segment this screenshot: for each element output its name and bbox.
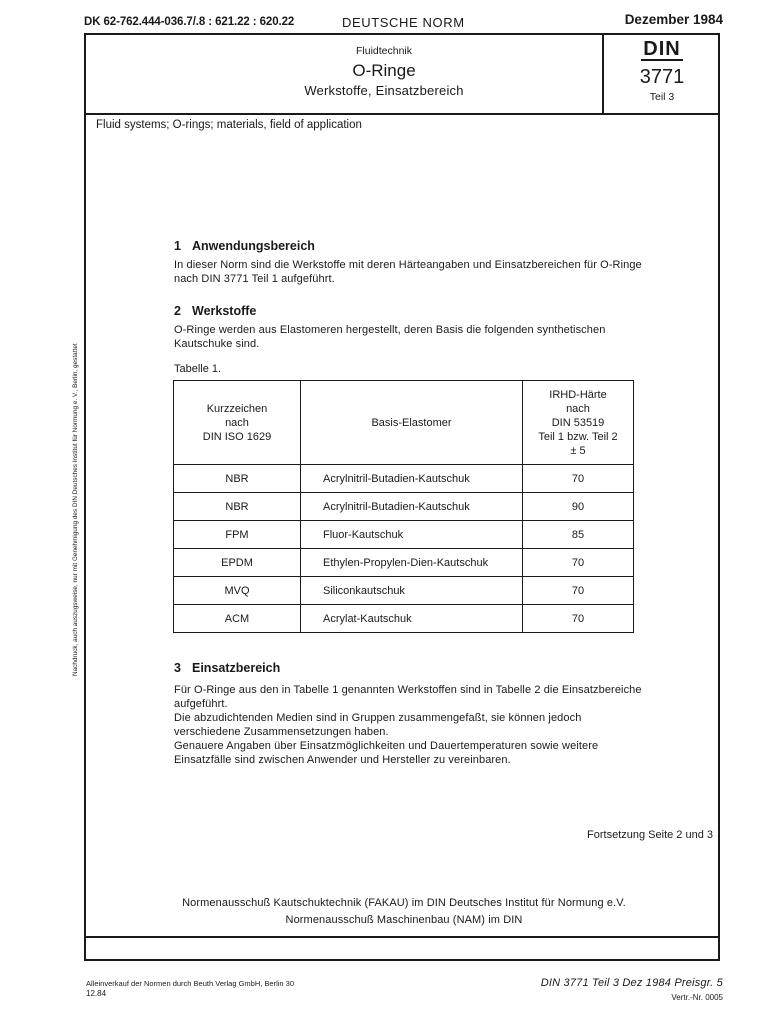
section-2-text: O-Ringe werden aus Elastomeren hergestellt, deren Basis die folgenden synthetischen Kautschuke sind. <box>174 324 606 350</box>
cell-abbreviation: FPM <box>174 521 301 549</box>
section-title: Werkstoffe <box>192 304 257 318</box>
materials-table <box>173 380 634 633</box>
section-3-paragraph: Die abzudichtenden Medien sind in Gruppen zusammengefaßt, sie können jedoch verschiedene Zusammensetzungen haben. <box>174 712 582 738</box>
table-row <box>174 549 634 577</box>
section-3-paragraph: Für O-Ringe aus den in Tabelle 1 genannten Werkstoffen sind in Tabelle 2 die Einsatzbereiche aufgeführt. <box>174 684 642 710</box>
table-row <box>174 521 634 549</box>
din-number: 3771 <box>639 66 685 88</box>
committee-line-2: Normenausschuß Maschinenbau (NAM) im DIN <box>285 914 523 926</box>
issue-code: 12.84 <box>86 989 107 998</box>
section-2-heading <box>174 304 256 318</box>
section-3-text <box>174 683 646 767</box>
cell-abbreviation: EPDM <box>174 549 301 577</box>
page-title: O-Ringe <box>352 61 416 80</box>
header-abbreviation: Kurzzeichen nach DIN ISO 1629 <box>174 381 301 465</box>
cell-hardness: 70 <box>523 605 634 633</box>
din-logo-mark: DIN <box>643 38 681 60</box>
table-row <box>174 465 634 493</box>
section-title: Anwendungsbereich <box>192 239 315 253</box>
cell-hardness: 90 <box>523 493 634 521</box>
cell-abbreviation: NBR <box>174 465 301 493</box>
table-row <box>174 577 634 605</box>
table-row <box>174 493 634 521</box>
cell-base-elastomer: Ethylen-Propylen-Dien-Kautschuk <box>301 549 523 577</box>
table-caption: Tabelle 1. <box>174 363 222 375</box>
cell-base-elastomer: Acrylnitril-Butadien-Kautschuk <box>301 493 523 521</box>
reprint-notice: Nachdruck, auch auszugsweise, nur mit Genehmigung des DIN Deutsches Institut für Normung e. V., Berlin, gestattet <box>72 343 79 676</box>
section-3-paragraph: Genauere Angaben über Einsatzmöglichkeiten und Dauertemperaturen sowie weitere Einsatzfälle sind zwischen Anwender und Hersteller zu vereinbaren. <box>174 740 599 766</box>
header-hardness: IRHD-Härte nach DIN 53519 Teil 1 bzw. Teil 2 ± 5 <box>523 381 634 465</box>
section-title: Einsatzbereich <box>192 661 281 675</box>
cell-hardness: 70 <box>523 577 634 605</box>
table-row <box>174 605 634 633</box>
cell-base-elastomer: Siliconkautschuk <box>301 577 523 605</box>
section-number: 1 <box>174 239 181 253</box>
section-1-heading <box>174 239 315 253</box>
issue-date: Dezember 1984 <box>624 12 723 27</box>
section-1-text: In dieser Norm sind die Werkstoffe mit deren Härteangaben und Einsatzbereichen für O-Ringe nach DIN 3771 Teil 1 aufgeführt. <box>174 259 642 285</box>
cell-base-elastomer: Acrylat-Kautschuk <box>301 605 523 633</box>
section-3-heading <box>174 661 280 675</box>
sales-note: Alleinverkauf der Normen durch Beuth Verlag GmbH, Berlin 30 <box>86 979 295 988</box>
subject-label: Fluidtechnik <box>355 45 413 57</box>
english-title: Fluid systems; O-rings; materials, field of application <box>96 119 362 131</box>
table-header-row <box>174 381 634 465</box>
dk-classification: DK 62-762.444-036.7/.8 : 621.22 : 620.22 <box>84 16 295 28</box>
cell-abbreviation: MVQ <box>174 577 301 605</box>
cell-hardness: 85 <box>523 521 634 549</box>
header-divider <box>84 113 720 115</box>
din-logo <box>604 40 720 61</box>
header-base-elastomer: Basis-Elastomer <box>301 381 523 465</box>
cell-abbreviation: ACM <box>174 605 301 633</box>
section-number: 2 <box>174 304 181 318</box>
page-subtitle: Werkstoffe, Einsatzbereich <box>304 83 464 98</box>
norm-label: DEUTSCHE NORM <box>342 15 465 30</box>
din-part: Teil 3 <box>649 91 675 103</box>
cell-hardness: 70 <box>523 465 634 493</box>
document-reference: DIN 3771 Teil 3 Dez 1984 Preisgr. 5 <box>540 977 723 989</box>
cell-hardness: 70 <box>523 549 634 577</box>
cell-abbreviation: NBR <box>174 493 301 521</box>
sales-number: Vertr.-Nr. 0005 <box>671 993 723 1002</box>
cell-base-elastomer: Fluor-Kautschuk <box>301 521 523 549</box>
committee-line-1: Normenausschuß Kautschuktechnik (FAKAU) im DIN Deutsches Institut für Normung e.V. <box>182 897 626 909</box>
footer-divider <box>84 936 720 938</box>
continuation-note: Fortsetzung Seite 2 und 3 <box>587 829 713 841</box>
cell-base-elastomer: Acrylnitril-Butadien-Kautschuk <box>301 465 523 493</box>
section-number: 3 <box>174 661 181 675</box>
